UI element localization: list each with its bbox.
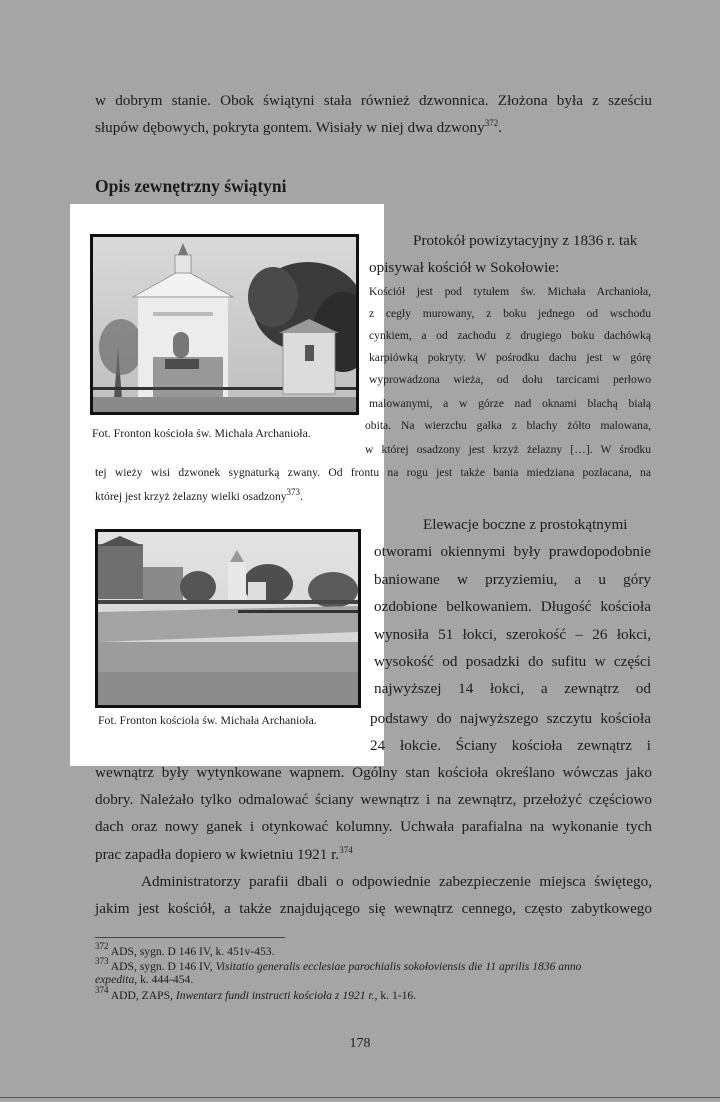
body-line: 24 łokcie. Ściany kościoła zewnątrz i [370,737,651,754]
body-line: otworami okiennymi były prawdopodobnie [374,543,651,560]
body-line: Protokół powizytacyjny z 1836 r. tak [413,232,638,249]
body-line: wewnątrz były wytynkowane wapnem. Ogólny stan kościoła określano wówczas jako [95,764,652,781]
footnote-pages: , k. 444-454. [134,973,194,986]
footnote-number: 374 [95,985,109,995]
body-line-text: słupów dębowych, pokryta gontem. Wisiały w niej dwa dzwony [95,119,485,136]
footnote-title-cont: expedita [95,973,135,986]
quote-line: Kościół jest pod tytułem św. Michała Archanioła, [369,285,651,298]
body-line: podstawy do najwyższego szczytu kościoła [370,710,651,727]
church-photo-1 [90,234,359,415]
footnote-ref[interactable]: 374 [339,845,353,855]
page-bottom-edge [0,1097,720,1098]
body-line: wynosiła 51 łokci, szerokość – 26 łokci, [374,626,651,643]
body-line: w dobrym stanie. Obok świątyni stała również dzwonnica. Złożona była z sześciu [95,92,652,109]
church-photo-2 [95,529,361,708]
footnote-title: Inwentarz fundi instructi kościoła z 1921 r. [175,989,375,1002]
footnote-text: ADS, sygn. D 146 IV, k. 451v-453. [110,945,275,958]
footnote-373 [95,956,655,986]
footnote-ref[interactable]: 372 [484,118,499,128]
body-line: wysokość od posadzki do sufitu w części [374,653,651,670]
footnote-ref[interactable]: 373 [286,487,301,497]
footnote-text: ADD, ZAPS, [110,989,176,1002]
footnote-374 [95,985,655,1002]
quote-line-with-footnote: której jest krzyż żelazny wielki osadzony$^{373}$. [95,487,303,503]
quote-line: w której osadzony jest krzyż żelazny […]. W środku [365,443,651,456]
body-line-text: prac zapadła dopiero w kwietniu 1921 r. [95,846,340,863]
body-line-with-footnote [95,846,353,864]
footnote-number: 373 [95,956,109,966]
quote-line: wyprowadzona wieża, od dołu tarcicami perłowo [369,373,651,386]
photo-caption-1: Fot. Fronton kościoła św. Michała Archanioła. [92,426,311,440]
body-line: Elewacje boczne z prostokątnymi [423,516,628,533]
church-photo-1-image [93,237,356,412]
footnote-text: ADS, sygn. D 146 IV, [110,960,216,973]
body-line-with-footnote: słupów dębowych, pokryta gontem. Wisiały w niej dwa dzwony$^{372}$. [95,118,502,136]
section-heading: Opis zewnętrzny świątyni [95,176,287,196]
body-line: opisywał kościół w Sokołowie: [369,259,560,276]
quote-line: tej wieży wisi dzwonek sygnaturką zwany. Od frontu na rogu jest także bania miedziana pozłacana, na [95,466,651,479]
footnote-372 [95,941,655,958]
quote-line: karpiówką pokryty. W pośrodku dachu jest w górę [369,351,651,364]
page-number: 178 [349,1036,371,1051]
footnote-pages: , k. 1-16. [374,989,417,1002]
body-line: najwyższej 14 łokci, a zewnątrz od [374,680,651,697]
photo-caption-2: Fot. Fronton kościoła św. Michała Archanioła. [98,713,317,727]
church-photo-2-image [98,532,358,705]
quote-line-text: której jest krzyż żelazny wielki osadzony [95,490,287,503]
quote-line: cynkiem, a od zachodu z drugiego boku dachówką [369,329,651,342]
body-line: dach oraz nowy ganek i otynkować kolumny. Uchwała parafialna na wykonanie tych [95,818,652,835]
quote-line: malowanymi, a w górze nad oknami blachą białą [369,397,651,410]
footnote-number: 372 [95,941,109,951]
body-line: ozdobione belkowaniem. Długość kościoła [374,598,651,615]
quote-line: z cegły murowany, z boku jednego od wschodu [369,307,651,320]
footnote-title: Visitatio generalis ecclesiae parochialis sokołoviensis die 11 aprilis 1836 anno [215,960,582,973]
body-line: dobry. Należało tylko odmalować ściany wewnątrz i na zewnątrz, przełożyć częściowo [95,791,652,808]
body-line: baniowane w przyziemiu, a u góry [374,571,651,588]
quote-line: obita. Na wierzchu gałka z blachy żółto malowana, [365,419,651,432]
body-line: jakim jest kościół, a także znajdującego się wewnątrz cennego, często zabytkowego [95,900,652,917]
body-line: Administratorzy parafii dbali o odpowiednie zabezpieczenie miejsca świętego, [141,873,652,890]
footnote-divider [95,937,285,938]
